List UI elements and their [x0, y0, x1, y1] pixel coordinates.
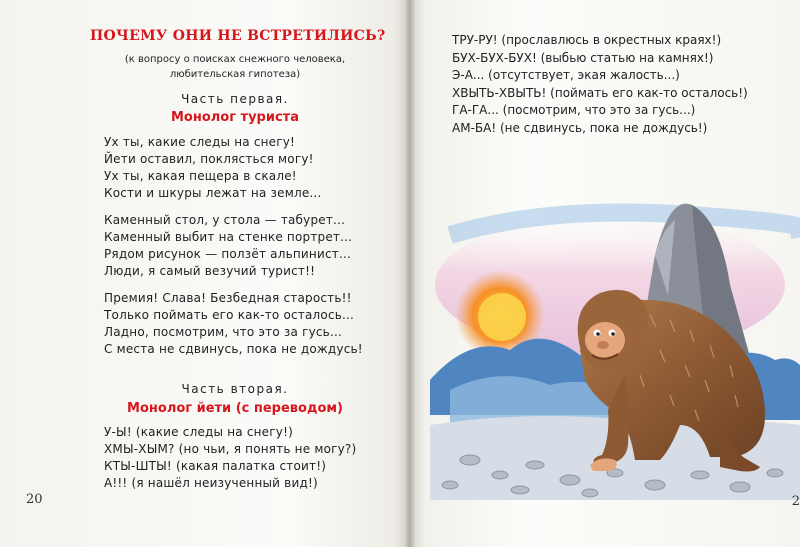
yeti-pupil-right — [611, 332, 615, 336]
stanza-3 — [104, 290, 363, 358]
poem-title: ПОЧЕМУ ОНИ НЕ ВСТРЕТИЛИСЬ? — [90, 28, 386, 44]
stanza-2 — [104, 212, 352, 280]
verse-line: Люди, я самый везучий турист!! — [104, 264, 316, 278]
yeti-face — [585, 322, 625, 358]
verse-line: Премия! Слава! Безбедная старость!! — [104, 291, 352, 305]
yeti-illustration — [430, 175, 800, 500]
yeti-nose — [597, 341, 609, 349]
subtitle-line: любительская гипотеза) — [169, 69, 301, 80]
verse-line: Каменный выбит на стенке портрет... — [104, 230, 353, 244]
stanza-1 — [104, 134, 321, 202]
verse-line: ХВЫТЬ-ХВЫТЬ! (поймать его как-то осталось!) — [452, 85, 748, 100]
verse-line: Ух ты, какие следы на снегу! — [104, 135, 296, 149]
page-number-right: 2 — [791, 494, 800, 509]
part-two-label: Часть вторая. — [181, 382, 289, 396]
page-number-left: 20 — [26, 492, 43, 507]
subtitle-line: (к вопросу о поисках снежного человека, — [124, 54, 346, 65]
stanza-yeti — [104, 424, 356, 492]
verse-line: Рядом рисунок — ползёт альпинист... — [104, 247, 351, 261]
part-two-title: Монолог йети (с переводом) — [127, 401, 343, 416]
verse-line: Йети оставил, поклясться могу! — [104, 152, 314, 166]
poem-subtitle — [95, 52, 375, 82]
yeti-pupil-left — [596, 332, 600, 336]
verse-line: ХМЫ-ХЫМ? (но чьи, я понять не могу?) — [104, 442, 357, 456]
verse-line: С места не сдвинусь, пока не дождусь! — [104, 342, 363, 356]
part-one-label: Часть первая. — [181, 92, 289, 106]
verse-line: БУХ-БУХ-БУХ! (выбью статью на камнях!) — [452, 50, 714, 65]
verse-line: А!!! (я нашёл неизученный вид!) — [104, 476, 318, 490]
verse-line: Только поймать его как-то осталось... — [104, 308, 355, 322]
verse-line: У-Ы! (какие следы на снегу!) — [104, 425, 293, 439]
verse-line: ГА-ГА... (посмотрим, что это за гусь...) — [452, 103, 696, 117]
verse-line: Ладно, посмотрим, что это за гусь... — [104, 325, 342, 339]
verse-line: АМ-БА! (не сдвинусь, пока не дождусь!) — [452, 120, 708, 135]
verse-line: Ух ты, какая пещера в скале! — [104, 169, 297, 183]
stanza-yeti-continued — [452, 32, 748, 137]
verse-line: Каменный стол, у стола — табурет... — [104, 213, 346, 227]
verse-line: ТРУ-РУ! (прославлюсь в окрестных краях!) — [452, 33, 722, 47]
verse-line: Кости и шкуры лежат на земле... — [104, 186, 322, 200]
part-one-title: Монолог туриста — [171, 110, 299, 125]
verse-line: КТЫ-ШТЫ! (какая палатка стоит!) — [104, 459, 327, 473]
book-gutter — [404, 0, 416, 547]
sun-core — [478, 293, 526, 341]
verse-line: Э-А... (отсутствует, экая жалость...) — [452, 68, 680, 82]
right-page — [410, 0, 800, 547]
